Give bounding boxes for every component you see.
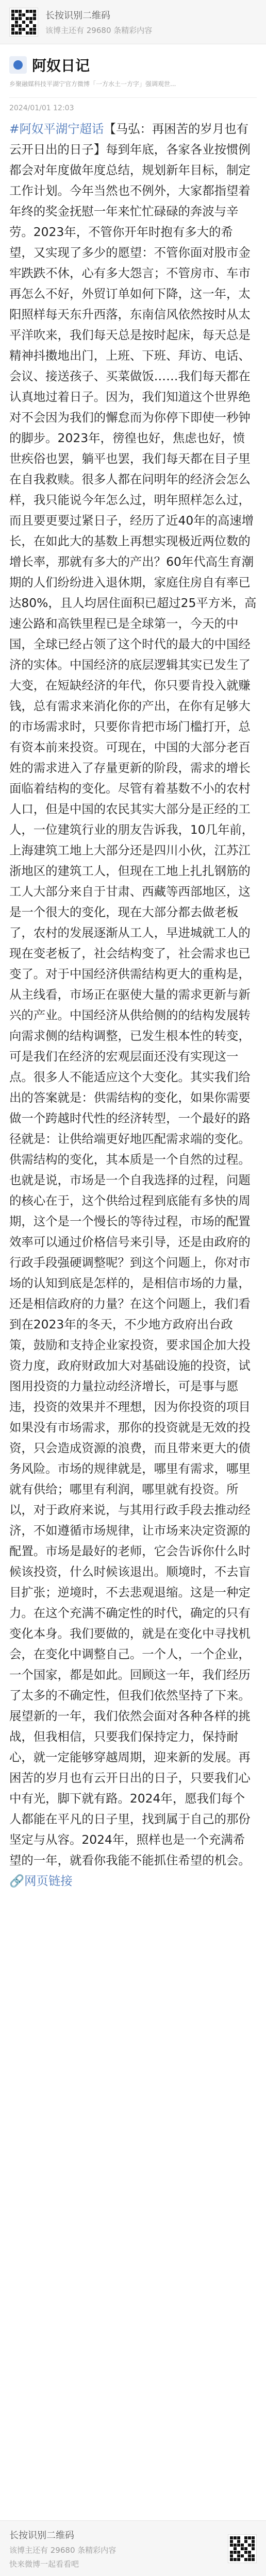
post-closing: 2024年，照样也是一个充满希望的一年，就看你我能不能抓住希望的机会。 [9,1832,251,1867]
banner-line2: 该博主还有 29680 条精彩内容 [45,26,153,35]
web-link-label: 网页链接 [24,1874,73,1888]
footer-line1: 长按识别二维码 [9,2530,74,2541]
banner-text [45,8,152,36]
web-link[interactable]: 🔗网页链接 [9,1874,73,1888]
qr-code-icon[interactable] [9,8,38,37]
logo-icon [13,60,23,70]
post-text: 【马弘：再困苦的岁月也有云开日出的日子】每到年底，各家各业按惯例都会对年度做年度总结，规划新年目标，制定工作计划。今年当然也不例外，大家都指望着年终的奖金抚慰一年来忙忙碌碌的奔波与辛劳。2023年，不管你开年时抱有多大的希望，又实现了多少的愿望：不管你面对股市金牢跌跌不休，心有多大怨言；不管房市、车市再怎么不好，外贸订单如何下降，这一年，太阳照样每天东升西落，东南信风依然按时从太平洋吹来，我们每天总是按时起床，每天总是精神抖擞地出门，上班、下班、拜访、电话、会议、接送孩子、买菜做饭……我们每天都在认真地过着日子。因为，我们知道这个世界绝对不会因为我们的懈怠而为你停下即使一秒钟的脚步。2023年，徬徨也好，焦虑也好，愤世疾俗也罢，躺平也罢，我们每天都在目子里在自我救赎。很多人都在问明年的经济会怎么样，我只能说今年怎么过，明年照样怎么过，而且要更要过紧日子，经历了近40年的高速增长，在如此大的基数上再想实现极近两位数的增长率，那就有多大的产出？60年代高生育潮期的人们纷纷进入退休期，家庭住房自有率已达80%，且人均居住面积已超过25平方米，高速公路和高铁里程已是全球第一，今天的中国，全球已经占领了这个时代的最大的中国经济的实体。中国经济的底层逻辑其实已发生了大变，在短缺经济的年代，你只要肯投入就赚钱，总有需求来消化你的产出，在你有足够大的市场需求时，只要你肯把市场门槛打开，总有资本前来投资。可现在，中国的大部分老百姓的需求进入了存量更新的阶段，需求的增长面临着结构的变化。尽管有着基数不小的农村人口，但是中国的农民其实大部分是正经的工人，一位建筑行业的朋友告诉我，10几年前，上海建筑工地上大部分还是四川小伙，江苏江浙地区的建筑工人，但现在工地上扎扎钢筋的工人大部分来自于甘肃、西藏等西部地区，这是一个很大的变化，现在大部分都去做老板了，农村的发展逐渐从工人，早进城就工人的现在变老板了，社会结构变了，社会需求也已变了。对于中国经济供需结构更大的重构是，从主线看，市场正在驱使大量的需求更新与新兴的产业。中国经济从供给侧的的结构发展转向需求侧的结构调整，已发生根本性的转变，可是我们在经济的宏观层面还没有实现这一点。很多人不能适应这个大变化。其实我们给出的答案就是：供需结构的变化，如果你需要做一个跨越时代性的经济转型，一个最好的路径就是：让供给端更好地匹配需求端的变化。供需结构的变化，其本质是一个自然的过程。也就是说，市场是一个自我选择的过程，问题的核心在于，这个供给过程到底能有多快的周期，这个是一个慢长的等待过程，市场的配置效率可以通过价格信号来引导，还是由政府的行政手段强硬调整呢？到这个问题上，你对市场的认知到底是怎样的，是相信市场的力量，还是相信政府的力量？在这个问题上，我们看到在2023年的冬天，不少地方政府出台政策，鼓励和支持企业家投资，要求国企加大投资力度，政府财政加大对基础设施的投资，试图用投资的力量拉动经济增长，可是事与愿违，投资的效果并不理想，因为你投资的项目如果没有市场需求，那你的投资就是无效的投资，只会造成资源的浪费，而且带来更大的债务风险。市场的规律就是，哪里有需求，哪里就有供给；哪里有利润，哪里就有投资。所以，对于政府来说，与其用行政手段去推动经济，不如遵循市场规律，让市场来决定资源的配置。市场是最好的老师，它会告诉你什么时候该投资，什么时候该退出。顺境时，不去盲目扩张；逆境时，不去悲观退缩。这是一种定力。在这个充满不确定性的时代，确定的只有变化本身。我们要做的，就是在变化中寻找机会，在变化中调整自己。一个人，一个企业，一个国家，都是如此。回顾这一年，我们经历了太多的不确定性，但我们依然坚持了下来。展望新的一年，我们依然会面对各种各样的挑战，但我相信，只要我们保持定力，保持耐心，就一定能够穿越周期，迎来新的发展。再困苦的岁月也有云开日出的日子，只要我们心中有光，脚下就有路。2024年，愿我们每个人都能在平凡的日子里，找到属于自己的那份坚定与从容。 [9,122,257,1847]
footer-line3: 快来微博一起看看吧 [9,2559,79,2569]
post-date: 2024/01/01 12:03 [9,104,74,112]
footer-line2: 该博主还有 29680 条精彩内容 [9,2545,117,2555]
banner-line1: 长按识别二维码 [45,10,110,21]
title-row [9,55,257,75]
footer-qr-code-icon[interactable] [228,2534,257,2563]
footer-banner [0,2520,266,2576]
page-title: 阿奴日记 [32,57,90,74]
post-paragraph [9,119,257,1891]
page-subtitle: 乡聚融媒科技平湖宁官方微博「一方水土一方字」强调观世... [9,80,176,88]
avatar[interactable] [9,56,27,74]
hashtag-link[interactable]: #阿奴平湖宁超话 [9,122,104,136]
post-body [0,112,266,1891]
qr-banner [0,0,266,44]
footer-text [9,2528,116,2569]
post-header [0,44,266,98]
